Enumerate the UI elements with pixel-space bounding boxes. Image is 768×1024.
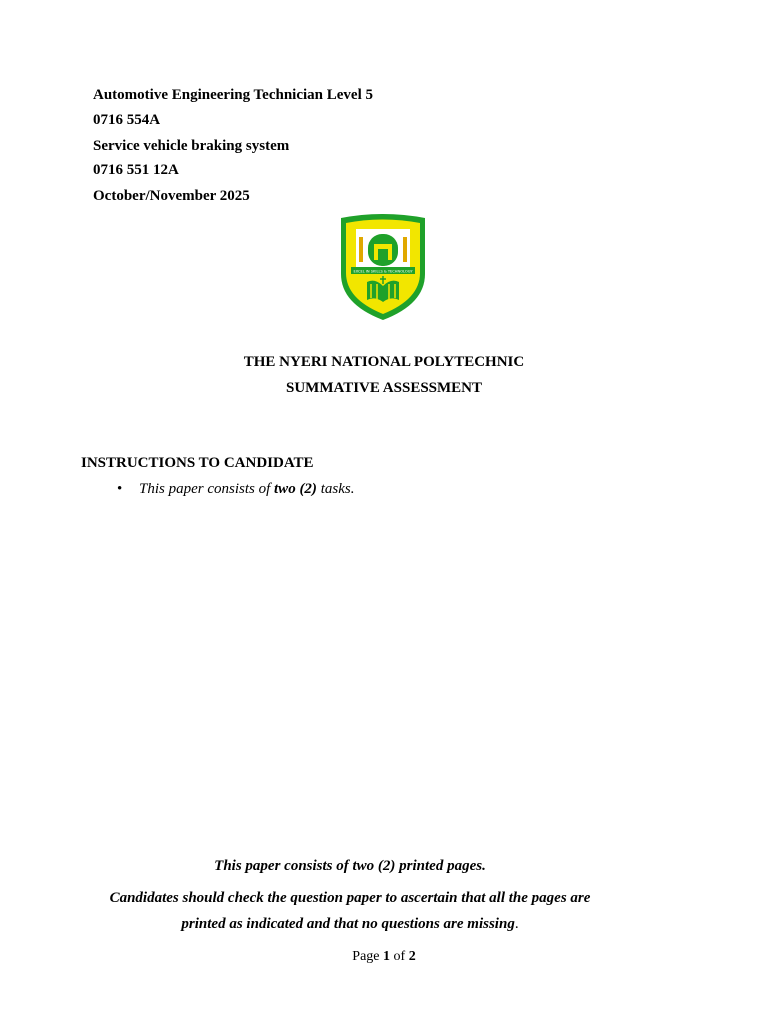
page-total: 2 <box>408 949 416 964</box>
institution-name: THE NYERI NATIONAL POLYTECHNIC <box>243 354 525 370</box>
polytechnic-logo <box>337 212 429 322</box>
page-of: of <box>390 949 409 964</box>
page-number <box>0 949 768 965</box>
bullet-icon: • <box>117 481 123 497</box>
footer-missing-text: printed as indicated and that no questions are missing <box>181 916 515 932</box>
assessment-title: SUMMATIVE ASSESSMENT <box>285 380 483 396</box>
course-title: Automotive Engineering Technician Level 5 <box>93 87 374 103</box>
unit-code: 0716 551 12A <box>93 162 179 178</box>
bullet-emphasis: two (2) <box>274 481 317 497</box>
course-code: 0716 554A <box>93 112 161 128</box>
footer-check-line: Candidates should check the question paper to ascertain that all the pages are <box>109 890 591 906</box>
page-label: Page <box>352 949 384 964</box>
page-current: 1 <box>383 949 391 964</box>
bullet-text: This paper consists of <box>139 481 275 497</box>
footer-period: . <box>514 916 519 932</box>
unit-title: Service vehicle braking system <box>93 138 290 154</box>
footer-page-count: This paper consists of two (2) printed pages. <box>214 858 486 874</box>
logo-motto: EXCEL IN SKILLS & TECHNOLOGY <box>353 269 413 274</box>
instruction-bullet <box>117 481 354 498</box>
footer-missing-line <box>0 916 700 933</box>
exam-period: October/November 2025 <box>93 188 250 204</box>
instructions-heading: INSTRUCTIONS TO CANDIDATE <box>81 455 314 471</box>
bullet-suffix: tasks. <box>316 481 355 497</box>
